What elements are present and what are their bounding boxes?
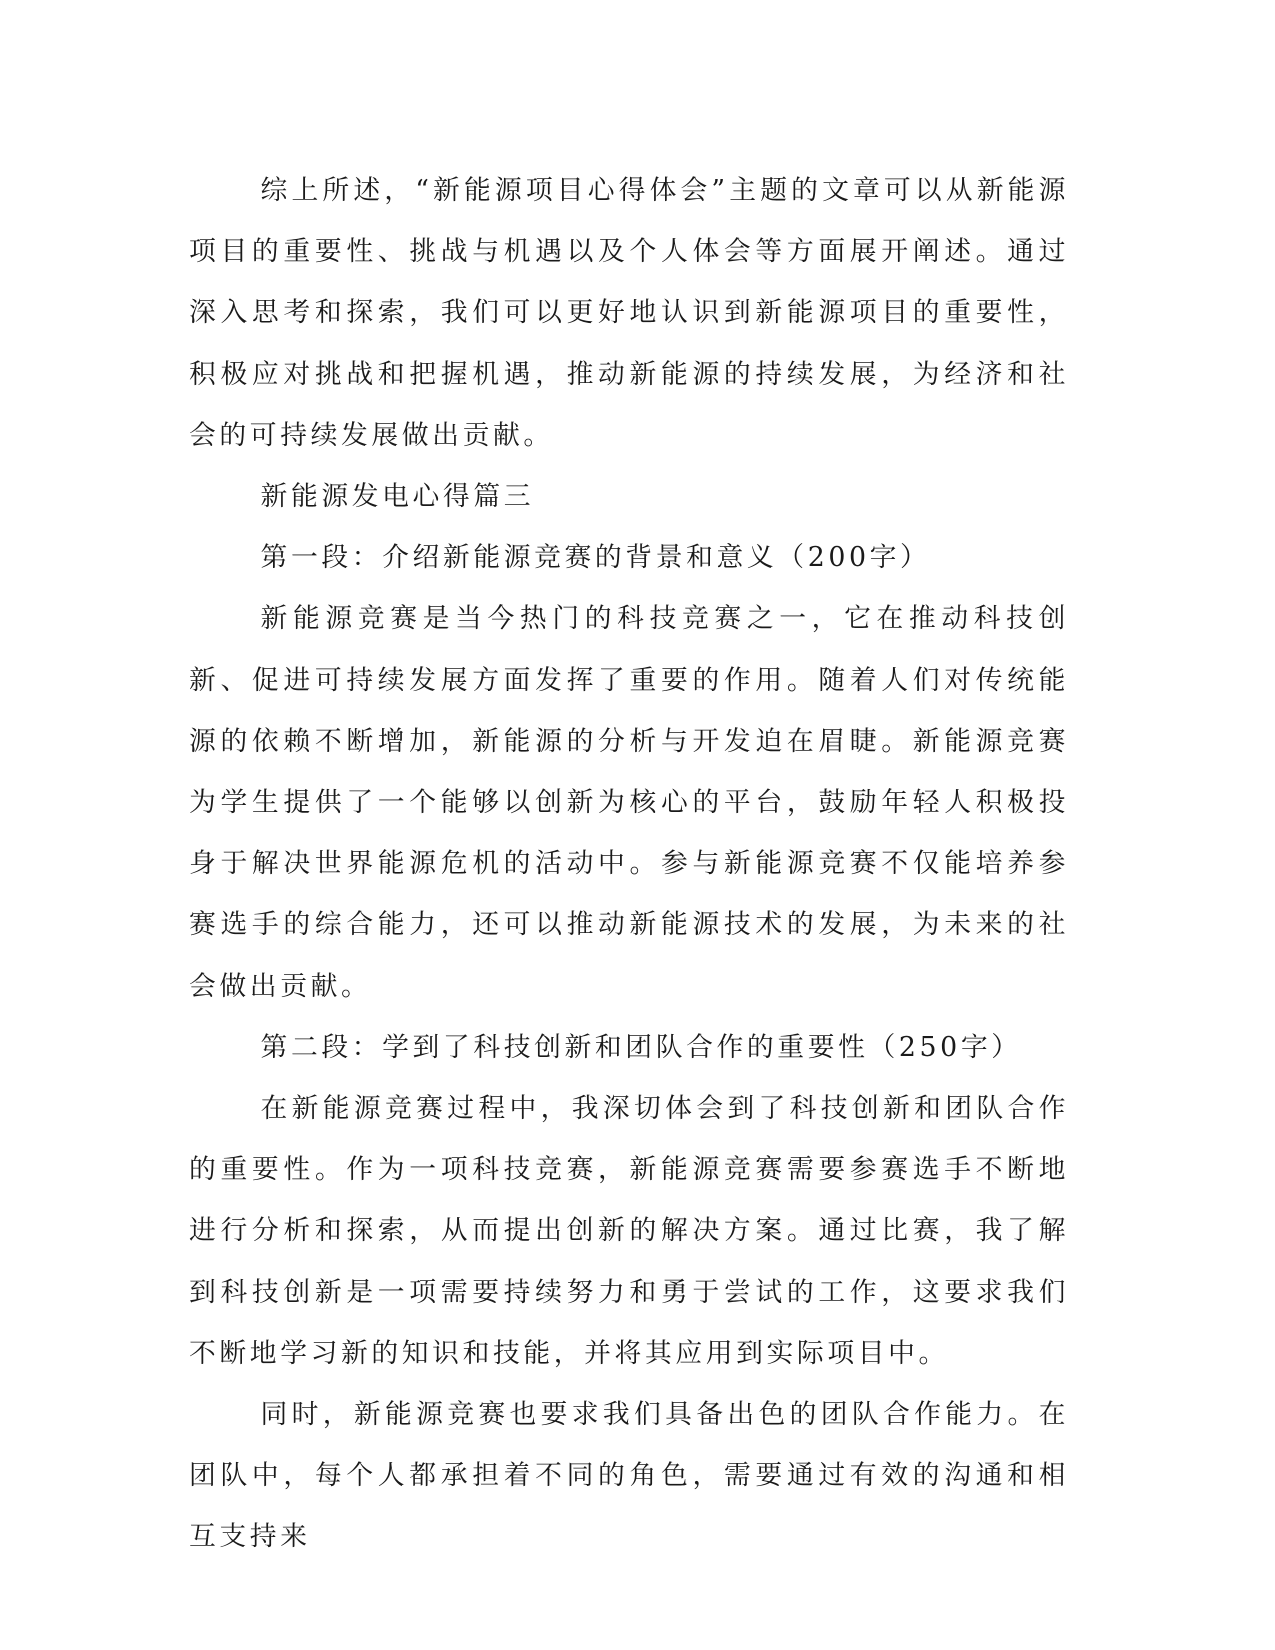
heading-part-one: 第一段：介绍新能源竞赛的背景和意义（200字） <box>260 542 931 574</box>
paragraph-part-one: 新能源竞赛是当今热门的科技竞赛之一，它在推动科技创新、促进可持续发展方面发挥了重要的作用。随着人们对传统能源的依赖不断增加，新能源的分析与开发迫在眉睫。新能源竞赛为学生提供了一个能够以创新为核心的平台，鼓励年轻人积极投身于解决世界能源危机的活动中。参与新能源竞赛不仅能培养参赛选手的综合能力，还可以推动新能源技术的发展，为未来的社会做出贡献。 <box>189 603 1069 1002</box>
document-body <box>189 160 1069 1568</box>
paragraph-teamwork: 同时，新能源竞赛也要求我们具备出色的团队合作能力。在团队中，每个人都承担着不同的角色，需要通过有效的沟通和相互支持来 <box>189 1399 1069 1553</box>
paragraph-conclusion: 综上所述，“新能源项目心得体会”主题的文章可以从新能源项目的重要性、挑战与机遇以及个人体会等方面展开阐述。通过深入思考和探索，我们可以更好地认识到新能源项目的重要性，积极应对挑战和把握机遇，推动新能源的持续发展，为经济和社会的可持续发展做出贡献。 <box>189 175 1069 451</box>
paragraph-part-two: 在新能源竞赛过程中，我深切体会到了科技创新和团队合作的重要性。作为一项科技竞赛，新能源竞赛需要参赛选手不断地进行分析和探索，从而提出创新的解决方案。通过比赛，我了解到科技创新是一项需要持续努力和勇于尝试的工作，这要求我们不断地学习新的知识和技能，并将其应用到实际项目中。 <box>189 1093 1069 1369</box>
section-title: 新能源发电心得篇三 <box>260 481 535 513</box>
heading-part-two: 第二段：学到了科技创新和团队合作的重要性（250字） <box>260 1031 1022 1063</box>
